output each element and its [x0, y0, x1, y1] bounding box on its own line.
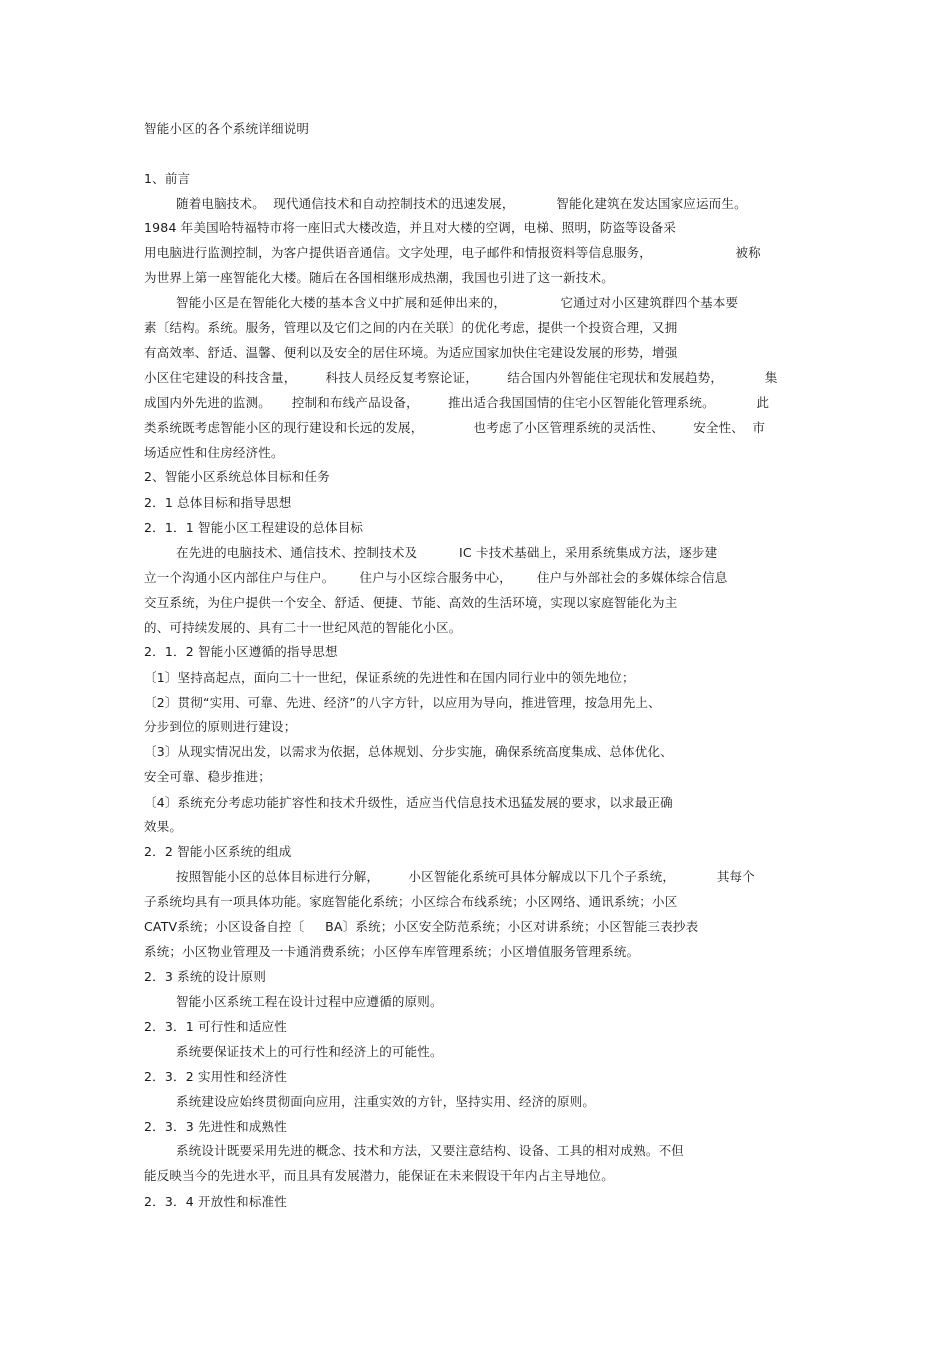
- heading-2-3-1: 2．3．1 可行性和适应性: [144, 1019, 287, 1034]
- paragraph-line: 系统；小区物业管理及一卡通消费系统；小区停车库管理系统；小区增值服务管理系统。: [144, 944, 640, 959]
- heading-2-3: 2．3 系统的设计原则: [144, 969, 267, 984]
- paragraph-line: 有高效率、舒适、温馨、便利以及安全的居住环境。为适应国家加快住宅建设发展的形势，增强: [144, 345, 678, 360]
- heading-2-1-2: 2．1．2 智能小区遵循的指导思想: [144, 644, 338, 659]
- heading-2-2: 2．2 智能小区系统的组成: [144, 844, 292, 859]
- paragraph-line: 系统要保证技术上的可行性和经济上的可能性。: [176, 1044, 443, 1059]
- paragraph-line: CATV系统；小区设备自控〔 BA〕系统；小区安全防范系统；小区对讲系统；小区智能三表抄表: [144, 919, 699, 934]
- paragraph-line: 场适应性和住房经济性。: [144, 445, 284, 460]
- heading-2-1-1: 2．1．1 智能小区工程建设的总体目标: [144, 520, 364, 535]
- heading-2-3-2: 2．3．2 实用性和经济性: [144, 1069, 287, 1084]
- paragraph-line: 按照智能小区的总体目标进行分解， 小区智能化系统可具体分解成以下几个子系统， 其每个: [176, 869, 755, 884]
- paragraph-line: 1984 年美国哈特福特市将一座旧式大楼改造，并且对大楼的空调，电梯、照明，防盗等设备采: [144, 220, 677, 235]
- paragraph-line: 类系统既考虑智能小区的现行建设和长远的发展， 也考虑了小区管理系统的灵活性、 安全性、 市: [144, 420, 766, 435]
- paragraph-line: 在先进的电脑技术、通信技术、控制技术及 IC 卡技术基础上，采用系统集成方法，逐步建: [176, 545, 718, 560]
- heading-2-3-3: 2．3．3 先进性和成熟性: [144, 1119, 287, 1134]
- heading-2: 2、智能小区系统总体目标和任务: [144, 469, 330, 484]
- paragraph-line: 交互系统，为住户提供一个安全、舒适、便捷、节能、高效的生活环境，实现以家庭智能化为主: [144, 595, 678, 610]
- paragraph-line: 素〔结构。系统。服务，管理以及它们之间的内在关联〕的优化考虑，提供一个投资合理，又拥: [144, 320, 678, 335]
- heading-1: 1、前言: [144, 171, 191, 186]
- paragraph-line: 子系统均具有一项具体功能。家庭智能化系统；小区综合布线系统；小区网络、通讯系统；小区: [144, 894, 678, 909]
- paragraph-line: 用电脑进行监测控制，为客户提供语音通信。文字处理，电子邮件和情报资料等信息服务， 被称: [144, 245, 761, 260]
- paragraph-line: 随着电脑技术。 现代通信技术和自动控制技术的迅速发展， 智能化建筑在发达国家应运而生。: [176, 196, 747, 211]
- list-item-continuation: 效果。: [144, 819, 183, 834]
- list-item: 〔1〕坚持高起点，面向二十一世纪，保证系统的先进性和在国内同行业中的领先地位；: [144, 670, 635, 685]
- list-item: 〔4〕系统充分考虑功能扩容性和技术升级性，适应当代信息技术迅猛发展的要求，以求最正确: [144, 795, 673, 810]
- paragraph-line: 系统设计既要采用先进的概念、技术和方法，又要注意结构、设备、工具的相对成熟。不但: [176, 1143, 685, 1158]
- paragraph-line: 系统建设应始终贯彻面向应用，注重实效的方针，坚持实用、经济的原则。: [176, 1094, 596, 1109]
- paragraph-line: 的、可持续发展的、具有二十一世纪风范的智能化小区。: [144, 620, 462, 635]
- list-item-continuation: 分步到位的原则进行建设；: [144, 719, 297, 734]
- document-title: 智能小区的各个系统详细说明: [144, 121, 310, 136]
- paragraph-line: 为世界上第一座智能化大楼。随后在各国相继形成热潮，我国也引进了这一新技术。: [144, 270, 614, 285]
- paragraph-line: 小区住宅建设的科技含量， 科技人员经反复考察论证， 结合国内外智能住宅现状和发展趋势， 集: [144, 370, 778, 385]
- heading-2-1: 2．1 总体目标和指导思想: [144, 495, 292, 510]
- paragraph-line: 智能小区系统工程在设计过程中应遵循的原则。: [176, 994, 443, 1009]
- list-item: 〔3〕从现实情况出发，以需求为依据，总体规划、分步实施，确保系统高度集成、总体优化、: [144, 744, 673, 759]
- heading-2-3-4: 2．3．4 开放性和标准性: [144, 1194, 287, 1209]
- list-item: 〔2〕贯彻“实用、可靠、先进、经济”的八字方针，以应用为导向，推进管理，按急用先上、: [144, 695, 661, 710]
- list-item-continuation: 安全可靠、稳步推进；: [144, 769, 272, 784]
- paragraph-line: 成国内外先进的监测。 控制和布线产品设备， 推出适合我国国情的住宅小区智能化管理系统。 此: [144, 395, 770, 410]
- paragraph-line: 能反映当今的先进水平，而且具有发展潜力，能保证在未来假设干年内占主导地位。: [144, 1168, 614, 1183]
- paragraph-line: 智能小区是在智能化大楼的基本含义中扩展和延伸出来的， 它通过对小区建筑群四个基本要: [176, 295, 739, 310]
- paragraph-line: 立一个沟通小区内部住户与住户。 住户与小区综合服务中心， 住户与外部社会的多媒体综合信息: [144, 570, 728, 585]
